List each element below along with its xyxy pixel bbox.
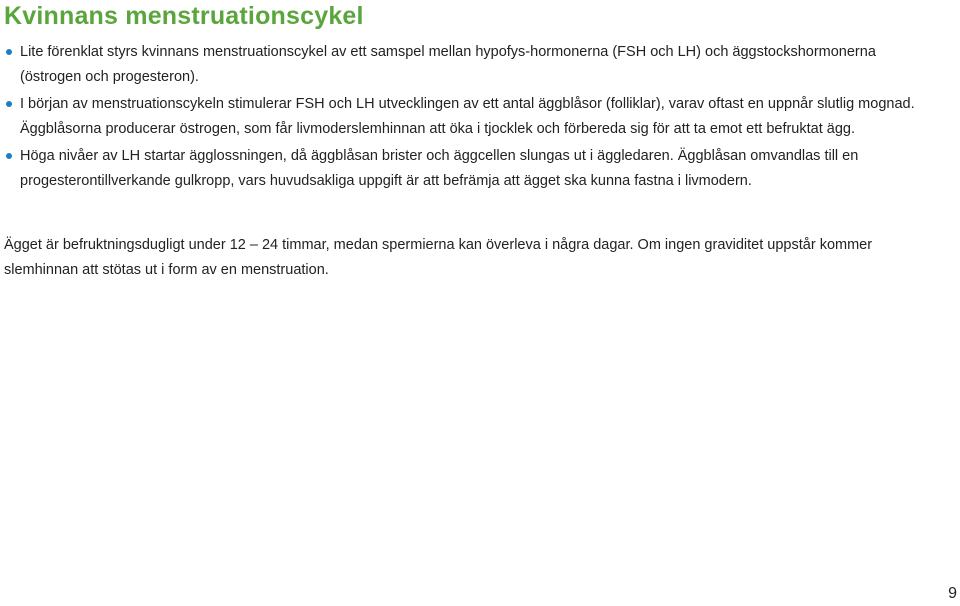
page-number: 9	[948, 585, 957, 602]
bullet-text-2: I början av menstruationscykeln stimulerar FSH och LH utvecklingen av ett antal äggblåsor (folliklar), varav oftast en uppnår slutlig mognad. Äggblåsorna producerar östrogen, som får livmoderslemhinnan att öka i tjocklek och förbereda sig för att ta emot ett befruktat ägg.	[20, 96, 915, 137]
bullet-list	[0, 40, 940, 196]
bullet-text-1: Lite förenklat styrs kvinnans menstruationscykel av ett samspel mellan hypofys-hormonerna (FSH och LH) och äggstockshormonerna (östrogen och progesteron).	[20, 44, 876, 85]
body-paragraph: Ägget är befruktningsdugligt under 12 – 24 timmar, medan spermierna kan överleva i några dagar. Om ingen graviditet uppstår kommer slemhinnan att stötas ut i form av en menstruation.	[4, 237, 873, 278]
bullet-dot-icon	[6, 101, 12, 107]
bullet-text-3: Höga nivåer av LH startar ägglossningen, då äggblåsan brister och äggcellen slungas ut i äggledaren. Äggblåsan omvandlas till en progesterontillverkande gulkropp, vars huvudsakliga uppgift är att befrämja att ägget ska kunna fastna i livmodern.	[20, 148, 859, 189]
bullet-dot-icon	[6, 49, 12, 55]
bullet-dot-icon	[6, 153, 12, 159]
page-title: Kvinnans menstruationscykel	[4, 2, 364, 30]
bullet-item-3	[0, 144, 940, 193]
bullet-item-2	[0, 92, 940, 141]
bullet-item-1	[0, 40, 940, 89]
